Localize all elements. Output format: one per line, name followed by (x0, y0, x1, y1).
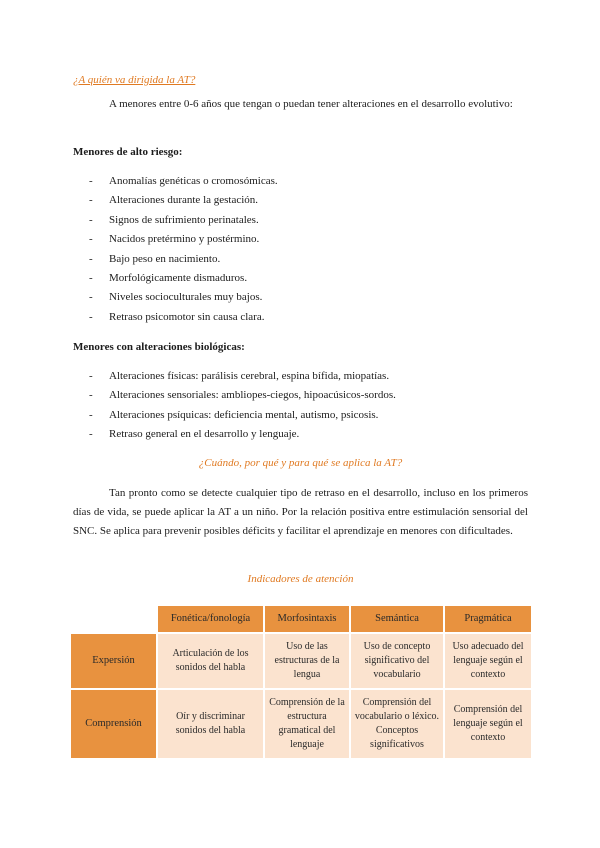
row-header: Expersión (71, 634, 156, 688)
list-item: - Alteraciones físicas: parálisis cerebral, espina bífida, miopatías. (89, 370, 390, 382)
column-header: Fonética/fonología (158, 606, 263, 632)
list-item: - Alteraciones durante la gestación. (89, 194, 259, 207)
list-item: - Anomalías genéticas o cromosómicas. (89, 175, 278, 187)
table-cell: Comprensión de la estructura gramatical del lenguaje (265, 690, 349, 758)
list-item: - Niveles socioculturales muy bajos. (89, 291, 263, 304)
column-header: Semántica (351, 606, 443, 632)
table-cell: Uso de las estructuras de la lengua (265, 634, 349, 688)
section-heading-when: ¿Cuándo, por qué y para qué se aplica la AT? (198, 457, 403, 469)
list-item: - Nacidos pretérmino y postérmino. (89, 233, 260, 246)
column-header: Pragmática (445, 606, 531, 632)
list-item: - Alteraciones sensoriales: ambliopes-ciegos, hipoacúsicos-sordos. (89, 389, 396, 402)
table-cell: Oír y discriminar sonidos del habla (158, 690, 263, 758)
risk-list (73, 172, 278, 327)
table-cell: Uso adecuado del lenguaje según el contexto (445, 634, 531, 688)
table-row (71, 634, 531, 688)
section-heading-who: ¿A quién va dirigida la AT? (73, 74, 196, 86)
table-cell: Uso de concepto significativo del vocabulario (351, 634, 443, 688)
table-title: Indicadores de atención (247, 573, 354, 585)
when-paragraph: Tan pronto como se detecte cualquier tipo de retraso en el desarrollo, incluso en los primeros días de vida, se puede aplicar la AT a un niño. Por la relación positiva entre estimulación sensorial del SNC. Se aplica para prevenir posibles déficits y facilitar el aprendizaje en menores con dificultades. (73, 487, 528, 537)
list-item: - Retraso psicomotor sin causa clara. (89, 310, 265, 323)
table-cell: Comprensión del lenguaje según el contexto (445, 690, 531, 758)
bio-subheading: Menores con alteraciones biológicas: (73, 341, 245, 353)
column-header: Morfosintaxis (265, 606, 349, 632)
list-item: - Signos de sufrimiento perinatales. (89, 213, 259, 226)
intro-paragraph: A menores entre 0-6 años que tengan o puedan tener alteraciones en el desarrollo evolutivo: (109, 98, 513, 110)
table-cell: Comprensión del vocabulario o léxico. Conceptos significativos (351, 690, 443, 758)
row-header: Comprensión (71, 690, 156, 758)
indicators-table (69, 604, 533, 760)
table-row (71, 690, 531, 758)
list-item: - Morfológicamente dismaduros. (89, 271, 248, 284)
list-item: - Bajo peso en nacimiento. (89, 252, 221, 265)
bio-list (73, 367, 396, 445)
risk-subheading: Menores de alto riesgo: (73, 146, 183, 158)
table-corner (71, 606, 156, 632)
list-item: - Retraso general en el desarrollo y lenguaje. (89, 428, 300, 441)
table-cell: Articulación de los sonidos del habla (158, 634, 263, 688)
list-item: - Alteraciones psíquicas: deficiencia mental, autismo, psicosis. (89, 408, 379, 421)
